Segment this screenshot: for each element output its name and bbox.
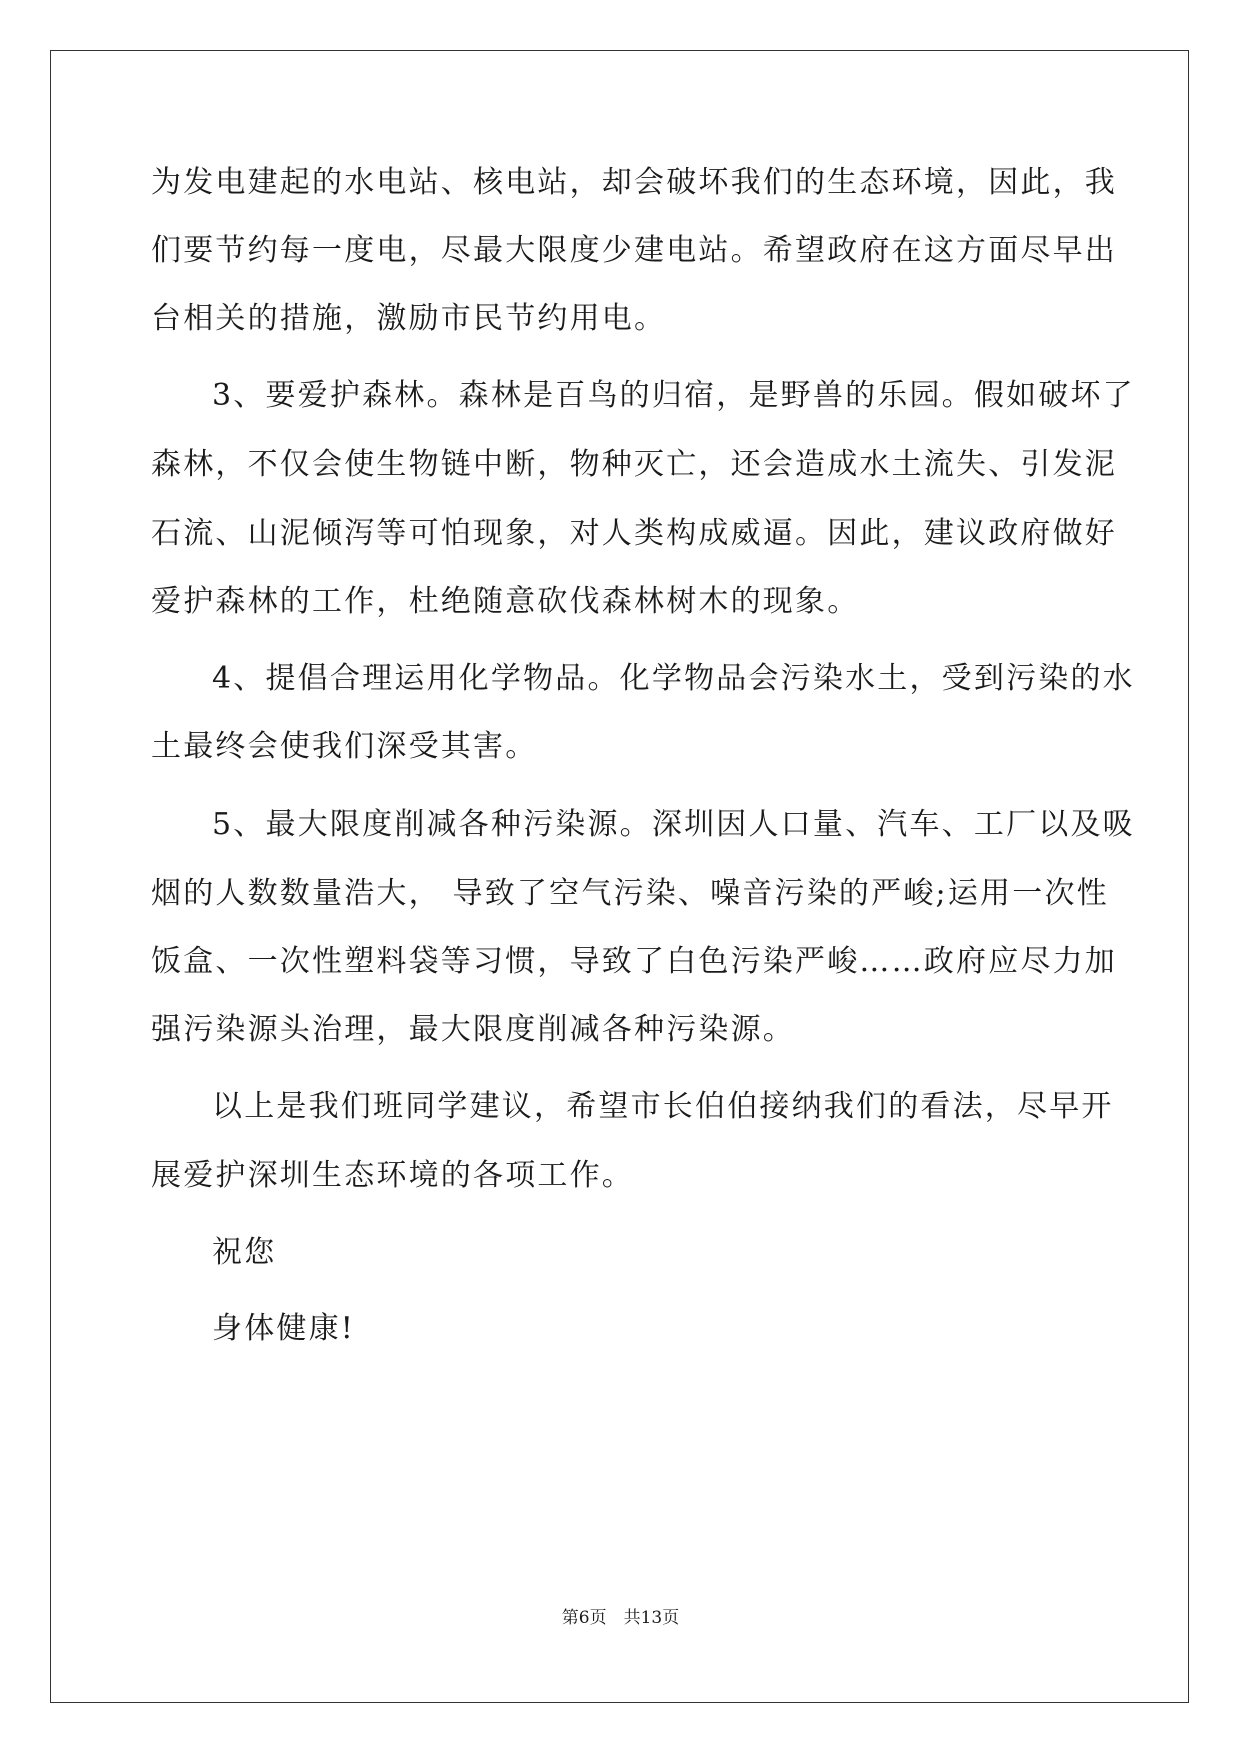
page-number: 第6页 共13页 bbox=[561, 1608, 680, 1628]
text-line: 3、要爱护森林。森林是百鸟的归宿，是野兽的乐园。假如破坏了 bbox=[212, 378, 1135, 413]
text-line: 强污染源头治理，最大限度削减各种污染源。 bbox=[151, 1012, 795, 1047]
text-line: 石流、山泥倾泻等可怕现象，对人类构成威逼。因此，建议政府做好 bbox=[151, 516, 1117, 551]
text-line: 烟的人数数量浩大， 导致了空气污染、噪音污染的严峻;运用一次性 bbox=[151, 876, 1109, 911]
text-line: 爱护森林的工作，杜绝随意砍伐森林树木的现象。 bbox=[151, 584, 860, 619]
text-line: 土最终会使我们深受其害。 bbox=[151, 729, 538, 764]
text-line: 台相关的措施，激励市民节约用电。 bbox=[151, 301, 667, 336]
text-line: 们要节约每一度电，尽最大限度少建电站。希望政府在这方面尽早出 bbox=[151, 233, 1117, 268]
text-line: 以上是我们班同学建议，希望市长伯伯接纳我们的看法，尽早开 bbox=[212, 1089, 1114, 1124]
text-line: 展爱护深圳生态环境的各项工作。 bbox=[151, 1158, 634, 1193]
text-line: 为发电建起的水电站、核电站，却会破坏我们的生态环境，因此，我 bbox=[151, 165, 1117, 200]
closing-salutation: 祝您 bbox=[212, 1235, 277, 1270]
text-line: 4、提倡合理运用化学物品。化学物品会污染水土，受到污染的水 bbox=[212, 661, 1135, 696]
text-line: 饭盒、一次性塑料袋等习惯，导致了白色污染严峻……政府应尽力加 bbox=[151, 944, 1117, 979]
text-line: 森林，不仅会使生物链中断，物种灭亡，还会造成水土流失、引发泥 bbox=[151, 447, 1117, 482]
text-line: 5、最大限度削减各种污染源。深圳因人口量、汽车、工厂以及吸 bbox=[212, 807, 1135, 842]
closing-wish: 身体健康! bbox=[212, 1311, 356, 1346]
